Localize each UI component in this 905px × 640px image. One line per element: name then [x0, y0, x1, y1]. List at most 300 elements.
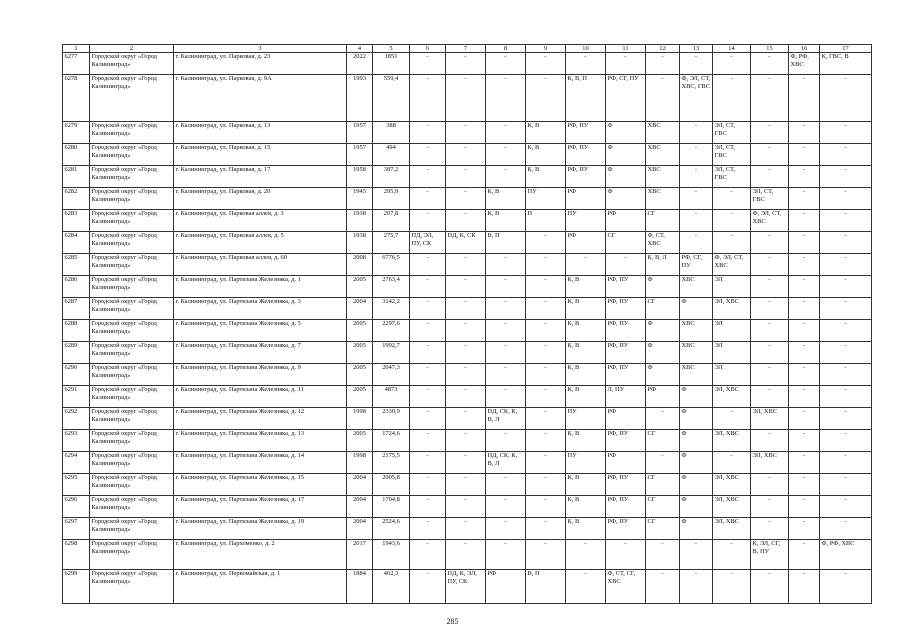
cell-col-4: 2004 [347, 496, 373, 518]
cell-col-14: ЭЛ, ХВС [713, 430, 751, 452]
cell-col-1: 6292 [63, 408, 90, 430]
cell-col-13: - [680, 570, 713, 604]
cell-col-15: ЭЛ, ХВС [751, 408, 789, 430]
table-row [63, 166, 872, 188]
cell-col-5: 207,8 [373, 210, 410, 232]
cell-col-17: - [820, 474, 872, 496]
table-row [63, 254, 872, 276]
cell-col-5: 3142,2 [373, 298, 410, 320]
table-row [63, 386, 872, 408]
cell-col-1: 6295 [63, 474, 90, 496]
cell-col-5: 2005,8 [373, 474, 410, 496]
cell-col-3: г. Калининград, ул. Пархоменко, д. 2 [174, 540, 347, 570]
cell-col-8: - [486, 496, 526, 518]
cell-col-6: - [410, 518, 446, 540]
cell-col-2: Городской округ «Город Калининград» [90, 122, 174, 144]
cell-col-13: - [680, 210, 713, 232]
cell-col-7: - [446, 496, 486, 518]
cell-col-10: - [566, 540, 606, 570]
cell-col-17: - [820, 496, 872, 518]
cell-col-12: СГ [646, 518, 680, 540]
cell-col-12: - [646, 540, 680, 570]
cell-col-4: 2017 [347, 540, 373, 570]
cell-col-2: Городской округ «Город Калининград» [90, 232, 174, 254]
cell-col-5: 295,9 [373, 188, 410, 210]
column-header-13: 13 [680, 45, 713, 53]
cell-col-15: - [751, 430, 789, 452]
cell-col-5: 2297,6 [373, 320, 410, 342]
cell-col-1: 6280 [63, 144, 90, 166]
cell-col-5: 2047,3 [373, 364, 410, 386]
cell-col-14: - [713, 232, 751, 254]
cell-col-17: - [820, 518, 872, 540]
column-header-12: 12 [646, 45, 680, 53]
cell-col-5: 387,2 [373, 166, 410, 188]
cell-col-8: - [486, 320, 526, 342]
cell-col-4: 2005 [347, 342, 373, 364]
cell-col-11: - [606, 53, 646, 75]
cell-col-15: ЭЛ, ХВС [751, 452, 789, 474]
cell-col-5: 2524,6 [373, 518, 410, 540]
cell-col-10: К, В [566, 386, 606, 408]
cell-col-9: - [526, 75, 566, 122]
cell-col-12: - [646, 452, 680, 474]
cell-col-3: г. Калининград, ул. Партизана Железняка, д. 7 [174, 342, 347, 364]
cell-col-9: П [526, 210, 566, 232]
cell-col-6: - [410, 496, 446, 518]
cell-col-10: К, В [566, 276, 606, 298]
cell-col-10: К, В [566, 430, 606, 452]
cell-col-2: Городской округ «Город Калининград» [90, 75, 174, 122]
cell-col-14: ЭЛ [713, 320, 751, 342]
cell-col-11: Ф [606, 122, 646, 144]
cell-col-7: - [446, 276, 486, 298]
cell-col-11: Ф [606, 144, 646, 166]
cell-col-1: 6296 [63, 496, 90, 518]
cell-col-17: - [820, 452, 872, 474]
column-header-1: 1 [63, 45, 90, 53]
column-header-10: 10 [566, 45, 606, 53]
cell-col-1: 6285 [63, 254, 90, 276]
cell-col-7: - [446, 364, 486, 386]
cell-col-17: - [820, 430, 872, 452]
cell-col-13: Ф, ЭЛ, СТ, ХВС, ГВС [680, 75, 713, 122]
cell-col-1: 6290 [63, 364, 90, 386]
cell-col-10: К, В [566, 298, 606, 320]
cell-col-3: г. Калининград, ул. Партизана Железняка, д. 3 [174, 298, 347, 320]
cell-col-5: 1704,8 [373, 496, 410, 518]
cell-col-2: Городской округ «Город Калининград» [90, 342, 174, 364]
cell-col-6: - [410, 474, 446, 496]
cell-col-3: г. Калининград, ул. Партизана Железняка, д. 15 [174, 474, 347, 496]
table-body [63, 53, 872, 604]
cell-col-6: - [410, 386, 446, 408]
cell-col-17: - [820, 364, 872, 386]
cell-col-15: - [751, 474, 789, 496]
cell-col-6: - [410, 122, 446, 144]
cell-col-8: - [486, 474, 526, 496]
cell-col-6: - [410, 188, 446, 210]
cell-col-17: - [820, 320, 872, 342]
cell-col-10: К, В [566, 342, 606, 364]
header-row [63, 45, 872, 53]
cell-col-15: - [751, 232, 789, 254]
cell-col-4: 1993 [347, 75, 373, 122]
cell-col-13: Ф [680, 496, 713, 518]
cell-col-8: - [486, 122, 526, 144]
cell-col-12: ХВС [646, 144, 680, 166]
cell-col-13: Ф [680, 298, 713, 320]
cell-col-7: - [446, 122, 486, 144]
cell-col-9: - [526, 430, 566, 452]
cell-col-1: 6277 [63, 53, 90, 75]
cell-col-10: РФ, ПУ [566, 144, 606, 166]
cell-col-17: - [820, 144, 872, 166]
cell-col-17: - [820, 386, 872, 408]
table-row [63, 210, 872, 232]
cell-col-3: г. Калининград, ул. Партизана Железняка, д. 12 [174, 408, 347, 430]
cell-col-6: - [410, 430, 446, 452]
cell-col-11: Ф [606, 188, 646, 210]
cell-col-3: г. Калининград, ул. Парковая, д. 23 [174, 53, 347, 75]
column-header-9: 9 [526, 45, 566, 53]
cell-col-5: 388 [373, 122, 410, 144]
cell-col-10: - [566, 254, 606, 276]
cell-col-12: К, В, Л [646, 254, 680, 276]
cell-col-8: - [486, 342, 526, 364]
cell-col-6: - [410, 210, 446, 232]
cell-col-5: 1943,6 [373, 540, 410, 570]
cell-col-10: РФ, ПУ [566, 166, 606, 188]
column-header-3: 3 [174, 45, 347, 53]
cell-col-12: Ф, СТ, ХВС [646, 232, 680, 254]
cell-col-7: - [446, 540, 486, 570]
cell-col-9: - [526, 232, 566, 254]
cell-col-10: К, В [566, 320, 606, 342]
cell-col-17: - [820, 210, 872, 232]
cell-col-5: 1724,6 [373, 430, 410, 452]
table-row [63, 540, 872, 570]
cell-col-17: - [820, 75, 872, 122]
cell-col-10: К, В [566, 496, 606, 518]
cell-col-14: ЭЛ, ХВС [713, 386, 751, 408]
cell-col-5: 494 [373, 144, 410, 166]
cell-col-17: - [820, 122, 872, 144]
cell-col-12: Ф [646, 364, 680, 386]
cell-col-2: Городской округ «Город Калининград» [90, 298, 174, 320]
cell-col-2: Городской округ «Город Калининград» [90, 540, 174, 570]
cell-col-16: - [789, 474, 820, 496]
cell-col-8: - [486, 540, 526, 570]
column-header-7: 7 [446, 45, 486, 53]
cell-col-7: ПД, К, ЭЛ, ПУ, СК [446, 570, 486, 604]
cell-col-3: г. Калининград, ул. Партизана Железняка, д. 11 [174, 386, 347, 408]
cell-col-15: К, ЭЛ, СГ, В, ПУ [751, 540, 789, 570]
table-row [63, 430, 872, 452]
cell-col-16: - [789, 298, 820, 320]
cell-col-9: - [526, 298, 566, 320]
cell-col-4: 2005 [347, 320, 373, 342]
cell-col-7: - [446, 254, 486, 276]
cell-col-3: г. Калининград, ул. Парковая, д. 9А [174, 75, 347, 122]
cell-col-4: 2022 [347, 53, 373, 75]
cell-col-12: РФ [646, 386, 680, 408]
cell-col-4: 1958 [347, 166, 373, 188]
cell-col-11: РФ, СГ, ПУ [606, 75, 646, 122]
cell-col-8: ПД, СК, К, В, Л [486, 452, 526, 474]
cell-col-3: г. Калининград, ул. Партизана Железняка, д. 1 [174, 276, 347, 298]
cell-col-13: ХВС [680, 320, 713, 342]
cell-col-11: РФ, ПУ [606, 342, 646, 364]
cell-col-16: Ф, РФ, ХВС [789, 53, 820, 75]
cell-col-16: - [789, 75, 820, 122]
cell-col-11: РФ, ПУ [606, 276, 646, 298]
cell-col-4: 1957 [347, 144, 373, 166]
cell-col-14: ЭЛ [713, 342, 751, 364]
cell-col-3: г. Калининград, ул. Парковая, д. 17 [174, 166, 347, 188]
cell-col-3: г. Калининград, ул. Партизана Железняка, д. 9 [174, 364, 347, 386]
cell-col-16: - [789, 210, 820, 232]
cell-col-2: Городской округ «Город Калининград» [90, 386, 174, 408]
cell-col-15: - [751, 122, 789, 144]
cell-col-5: 559,4 [373, 75, 410, 122]
cell-col-11: - [606, 540, 646, 570]
cell-col-11: Ф, СТ, СГ, ХВС [606, 570, 646, 604]
cell-col-11: РФ, ПУ [606, 474, 646, 496]
cell-col-12: СГ [646, 474, 680, 496]
cell-col-15: - [751, 276, 789, 298]
cell-col-1: 6281 [63, 166, 90, 188]
cell-col-13: - [680, 188, 713, 210]
cell-col-14: - [713, 452, 751, 474]
page-number: 285 [446, 617, 459, 626]
cell-col-12: СГ [646, 496, 680, 518]
cell-col-7: - [446, 474, 486, 496]
cell-col-2: Городской округ «Город Калининград» [90, 518, 174, 540]
cell-col-10: РФ [566, 232, 606, 254]
cell-col-17: - [820, 166, 872, 188]
cell-col-16: - [789, 408, 820, 430]
cell-col-12: СГ [646, 298, 680, 320]
cell-col-12: ХВС [646, 122, 680, 144]
cell-col-13: Ф [680, 452, 713, 474]
cell-col-2: Городской округ «Город Калининград» [90, 276, 174, 298]
cell-col-17: - [820, 342, 872, 364]
cell-col-14: ЭЛ [713, 276, 751, 298]
cell-col-1: 6299 [63, 570, 90, 604]
cell-col-8: - [486, 254, 526, 276]
cell-col-2: Городской округ «Город Калининград» [90, 452, 174, 474]
cell-col-3: г. Калининград, ул. Партизана Железняка, д. 19 [174, 518, 347, 540]
cell-col-15: - [751, 364, 789, 386]
cell-col-9: К, В [526, 122, 566, 144]
cell-col-12: Ф [646, 342, 680, 364]
cell-col-6: - [410, 276, 446, 298]
cell-col-13: - [680, 53, 713, 75]
cell-col-4: 2004 [347, 518, 373, 540]
cell-col-8: - [486, 298, 526, 320]
cell-col-12: - [646, 408, 680, 430]
cell-col-10: ПУ [566, 408, 606, 430]
cell-col-11: РФ, ПУ [606, 518, 646, 540]
cell-col-15: - [751, 144, 789, 166]
cell-col-7: - [446, 188, 486, 210]
cell-col-8: РФ [486, 570, 526, 604]
cell-col-13: - [680, 232, 713, 254]
cell-col-14: - [713, 570, 751, 604]
cell-col-10: - [566, 53, 606, 75]
cell-col-4: 1998 [347, 408, 373, 430]
cell-col-3: г. Калининград, ул. Парковая, д. 13 [174, 122, 347, 144]
cell-col-2: Городской округ «Город Калининград» [90, 144, 174, 166]
cell-col-5: 1851 [373, 53, 410, 75]
cell-col-6: - [410, 75, 446, 122]
cell-col-2: Городской округ «Город Калининград» [90, 430, 174, 452]
cell-col-4: 1938 [347, 232, 373, 254]
cell-col-13: ХВС [680, 364, 713, 386]
column-header-11: 11 [606, 45, 646, 53]
cell-col-16: - [789, 452, 820, 474]
cell-col-15: Ф, ЭЛ, СТ, ХВС [751, 210, 789, 232]
cell-col-10: К, В [566, 364, 606, 386]
cell-col-16: - [789, 232, 820, 254]
cell-col-11: РФ, ПУ [606, 496, 646, 518]
cell-col-9: - [526, 254, 566, 276]
cell-col-16: - [789, 386, 820, 408]
cell-col-13: Ф [680, 430, 713, 452]
table-header [63, 45, 872, 53]
cell-col-16: - [789, 144, 820, 166]
cell-col-10: ПУ [566, 210, 606, 232]
cell-col-16: - [789, 496, 820, 518]
cell-col-7: - [446, 452, 486, 474]
cell-col-6: - [410, 342, 446, 364]
cell-col-16: - [789, 122, 820, 144]
cell-col-7: - [446, 342, 486, 364]
cell-col-13: Ф [680, 518, 713, 540]
cell-col-16: - [789, 430, 820, 452]
cell-col-8: В, П [486, 232, 526, 254]
cell-col-7: - [446, 320, 486, 342]
cell-col-11: СГ [606, 232, 646, 254]
cell-col-17: - [820, 232, 872, 254]
cell-col-12: - [646, 570, 680, 604]
cell-col-11: РФ, ПУ [606, 364, 646, 386]
cell-col-8: - [486, 276, 526, 298]
cell-col-15: - [751, 386, 789, 408]
cell-col-7: - [446, 430, 486, 452]
cell-col-1: 6282 [63, 188, 90, 210]
cell-col-2: Городской округ «Город Калининград» [90, 166, 174, 188]
cell-col-3: г. Калининград, ул. Первомайская, д. 1 [174, 570, 347, 604]
cell-col-7: - [446, 75, 486, 122]
column-header-15: 15 [751, 45, 789, 53]
cell-col-11: Ф [606, 166, 646, 188]
table-row [63, 320, 872, 342]
cell-col-13: - [680, 144, 713, 166]
cell-col-1: 6286 [63, 276, 90, 298]
cell-col-14: ЭЛ, СТ, ГВС [713, 122, 751, 144]
cell-col-9: - [526, 496, 566, 518]
cell-col-13: - [680, 540, 713, 570]
cell-col-4: 1884 [347, 570, 373, 604]
cell-col-16: - [789, 342, 820, 364]
cell-col-7: ПД, К, СК [446, 232, 486, 254]
cell-col-5: 1992,7 [373, 342, 410, 364]
cell-col-8: - [486, 166, 526, 188]
table-row [63, 364, 872, 386]
cell-col-8: - [486, 364, 526, 386]
cell-col-15: - [751, 518, 789, 540]
cell-col-14: ЭЛ, ХВС [713, 518, 751, 540]
cell-col-2: Городской округ «Город Калининград» [90, 254, 174, 276]
cell-col-8: - [486, 53, 526, 75]
cell-col-8: - [486, 518, 526, 540]
cell-col-11: РФ [606, 452, 646, 474]
cell-col-10: ПУ [566, 452, 606, 474]
table-row [63, 144, 872, 166]
cell-col-8: К, В [486, 210, 526, 232]
cell-col-7: - [446, 386, 486, 408]
column-header-5: 5 [373, 45, 410, 53]
cell-col-12: - [646, 75, 680, 122]
column-header-8: 8 [486, 45, 526, 53]
cell-col-1: 6283 [63, 210, 90, 232]
table-row [63, 518, 872, 540]
cell-col-3: г. Калининград, ул. Партизана Железняка, д. 13 [174, 430, 347, 452]
cell-col-5: 402,3 [373, 570, 410, 604]
cell-col-15: - [751, 166, 789, 188]
cell-col-3: г. Калининград, ул. Партизана Железняка, д. 5 [174, 320, 347, 342]
table-row [63, 496, 872, 518]
cell-col-4: 2008 [347, 254, 373, 276]
cell-col-9: - [526, 408, 566, 430]
cell-col-15: - [751, 496, 789, 518]
cell-col-4: 2004 [347, 298, 373, 320]
cell-col-15: ЭЛ, СТ, ГВС [751, 188, 789, 210]
cell-col-10: РФ, ПУ [566, 122, 606, 144]
cell-col-12: Ф [646, 276, 680, 298]
cell-col-10: - [566, 570, 606, 604]
cell-col-9: ПУ [526, 188, 566, 210]
cell-col-13: Ф [680, 386, 713, 408]
cell-col-16: - [789, 254, 820, 276]
cell-col-4: 1945 [347, 188, 373, 210]
cell-col-17: - [820, 254, 872, 276]
cell-col-14: - [713, 75, 751, 122]
cell-col-14: ЭЛ [713, 364, 751, 386]
cell-col-3: г. Калининград, ул. Партизана Железняка, д. 17 [174, 496, 347, 518]
table-row [63, 474, 872, 496]
cell-col-15: - [751, 342, 789, 364]
cell-col-16: - [789, 518, 820, 540]
cell-col-4: 1957 [347, 122, 373, 144]
cell-col-17: Ф, РФ, ХВС [820, 540, 872, 570]
table-row [63, 232, 872, 254]
table-row [63, 53, 872, 75]
cell-col-13: РФ, СГ, ПУ [680, 254, 713, 276]
cell-col-11: Л, ПУ [606, 386, 646, 408]
column-header-16: 16 [789, 45, 820, 53]
cell-col-9: - [526, 342, 566, 364]
cell-col-3: г. Калининград, ул. Парковая аллея, д. 60 [174, 254, 347, 276]
cell-col-13: - [680, 166, 713, 188]
cell-col-14: - [713, 210, 751, 232]
cell-col-1: 6289 [63, 342, 90, 364]
cell-col-2: Городской округ «Город Калининград» [90, 408, 174, 430]
cell-col-3: г. Калининград, ул. Парковая аллея, д. 3 [174, 210, 347, 232]
cell-col-2: Городской округ «Город Калининград» [90, 188, 174, 210]
